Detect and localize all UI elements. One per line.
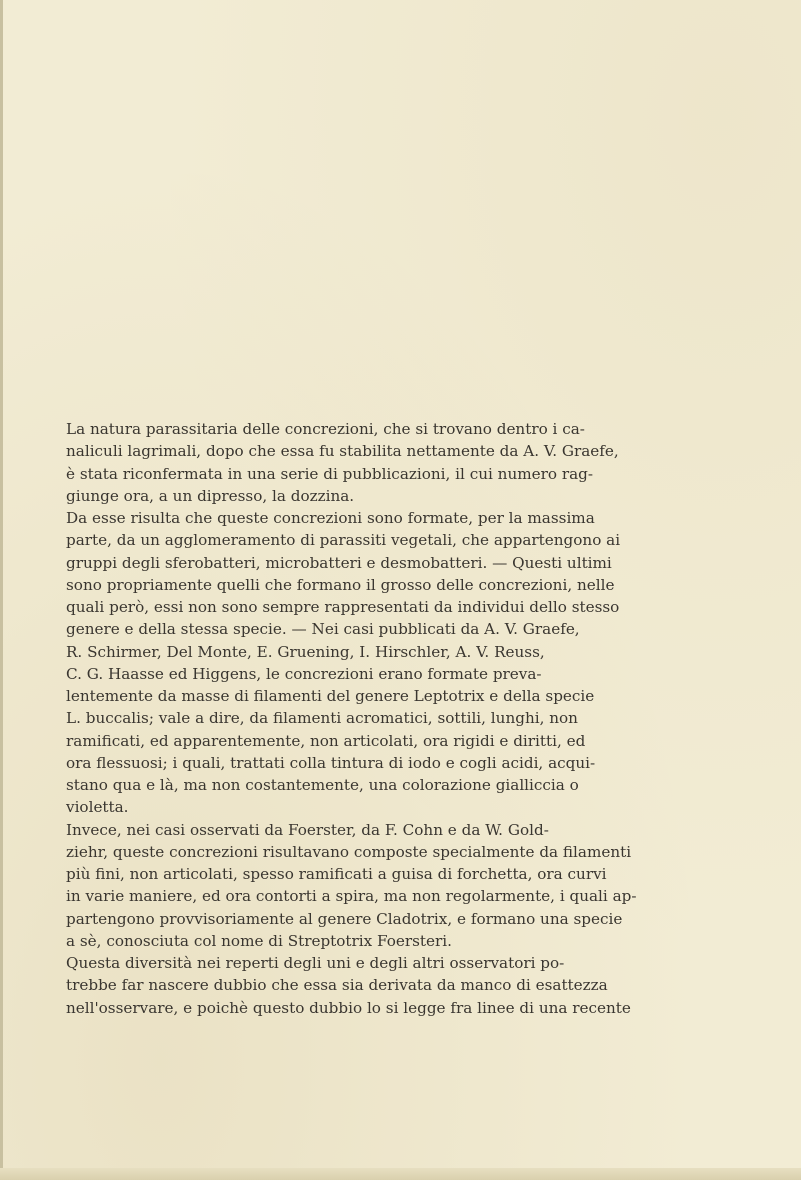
text-line: lentemente da masse di filamenti del genere Leptotrix e della specie bbox=[66, 687, 595, 705]
text-line: L. buccalis; vale a dire, da filamenti acromatici, sottili, lunghi, non bbox=[66, 709, 578, 728]
text-line: Questa diversità nei reperti degli uni e degli altri osservatori po- bbox=[66, 954, 565, 972]
page-bottom-edge bbox=[0, 1168, 801, 1180]
paragraph-2 bbox=[57, 507, 754, 819]
text-line: C. G. Haasse ed Higgens, le concrezioni erano formate preva- bbox=[66, 664, 542, 683]
page-left-edge bbox=[0, 0, 3, 1180]
text-line: partengono provvisoriamente al genere Cladotrix, e formano una specie bbox=[66, 909, 623, 928]
text-line: Invece, nei casi osservati da Foerster, da F. Cohn e da W. Gold- bbox=[66, 820, 549, 839]
text-line: a sè, conosciuta col nome di Streptotrix Foersteri. bbox=[66, 931, 452, 950]
text-line: naliculi lagrimali, dopo che essa fu stabilita nettamente da A. V. Graefe, bbox=[66, 442, 619, 461]
paragraph-1 bbox=[57, 418, 754, 507]
text-line: ziehr, queste concrezioni risultavano composte specialmente da filamenti bbox=[66, 842, 632, 861]
text-line: più fini, non articolati, spesso ramificati a guisa di forchetta, ora curvi bbox=[66, 865, 607, 883]
text-line: R. Schirmer, Del Monte, E. Gruening, I. Hirschler, A. V. Reuss, bbox=[66, 642, 545, 661]
text-line: Da esse risulta che queste concrezioni sono formate, per la massima bbox=[66, 509, 595, 527]
text-line: genere e della stessa specie. — Nei casi pubblicati da A. V. Graefe, bbox=[66, 620, 580, 639]
text-line: parte, da un agglomeramento di parassiti vegetali, che appartengono ai bbox=[66, 531, 621, 550]
text-line: in varie maniere, ed ora contorti a spira, ma non regolarmente, i quali ap- bbox=[66, 887, 637, 906]
text-line: stano qua e là, ma non costantemente, una colorazione gialliccia o bbox=[66, 776, 579, 794]
text-line: giunge ora, a un dipresso, la dozzina. bbox=[66, 486, 355, 505]
paragraph-4 bbox=[57, 952, 754, 1019]
body-text bbox=[57, 418, 754, 1019]
text-line: quali però, essi non sono sempre rappresentati da individui dello stesso bbox=[66, 598, 620, 616]
text-line: nell'osservare, e poichè questo dubbio lo si legge fra linee di una recente bbox=[66, 998, 631, 1017]
text-line: trebbe far nascere dubbio che essa sia derivata da manco di esattezza bbox=[66, 976, 608, 995]
text-line: ora flessuosi; i quali, trattati colla tintura di iodo e cogli acidi, acqui- bbox=[66, 753, 596, 772]
text-line: è stata riconfermata in una serie di pubblicazioni, il cui numero rag- bbox=[66, 464, 594, 483]
text-line: gruppi degli sferobatteri, microbatteri e desmobatteri. — Questi ultimi bbox=[66, 553, 612, 572]
text-line: ramificati, ed apparentemente, non articolati, ora rigidi e diritti, ed bbox=[66, 731, 586, 750]
text-line: sono propriamente quelli che formano il grosso delle concrezioni, nelle bbox=[66, 575, 615, 594]
paragraph-3 bbox=[57, 819, 754, 953]
text-line: violetta. bbox=[66, 798, 129, 817]
text-line: La natura parassitaria delle concrezioni, che si trovano dentro i ca- bbox=[66, 420, 585, 438]
